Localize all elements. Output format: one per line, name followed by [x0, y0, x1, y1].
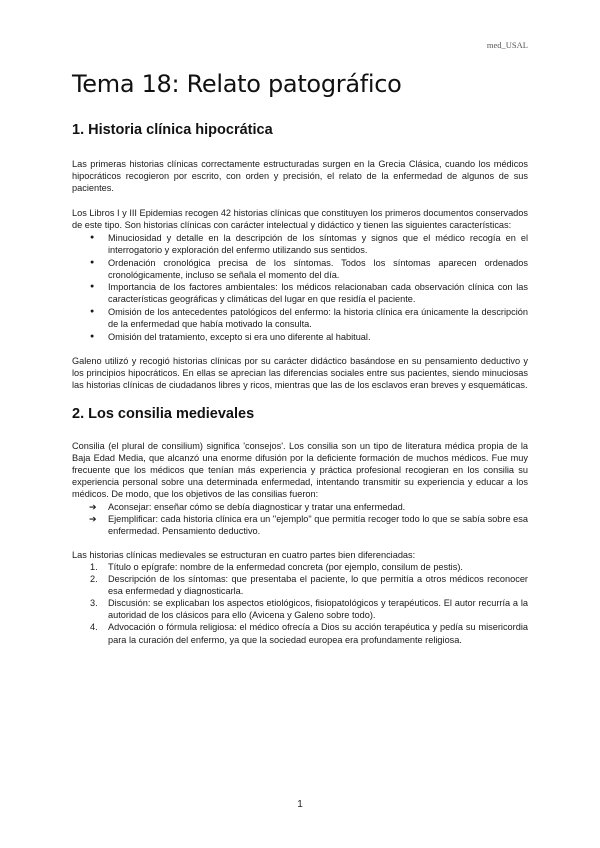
list-text: Título o epígrafe: nombre de la enfermedad concreta (por ejemplo, consilum de pestis). — [108, 561, 463, 572]
arrow-list — [72, 501, 528, 537]
list-text: Descripción de los síntomas: que presentaba el paciente, lo que permitía a otros médicos reconocer esa enfermedad y diagnosticarla. — [108, 574, 528, 597]
page-number: 1 — [297, 799, 303, 810]
list-item: ● Omisión del tratamiento, excepto si era uno diferente al habitual. — [108, 331, 528, 343]
list-item — [90, 561, 528, 573]
list-number: 4. — [90, 622, 98, 633]
list-item: ➔ Ejemplificar: cada historia clínica era un "ejemplo" que permitía recoger todo lo que se sabía sobre esa enfermedad. Pensamiento deductivo. — [108, 513, 528, 537]
section-heading-2: 2. Los consilia medievales — [72, 406, 255, 423]
paragraph: Las primeras historias clínicas correctamente estructuradas surgen en la Grecia Clásica, cuando los médicos hipocráticos recogieron por escrito, con orden y precisión, el relato de la enfermedad de algunos de sus pacientes. — [72, 159, 528, 194]
list-number: 2. — [90, 574, 98, 585]
list-item: ● Importancia de los factores ambientales: los médicos relacionaban cada observación clínica con las características geográficas y climáticas del lugar en que residía el paciente. — [108, 281, 528, 305]
list-item — [90, 621, 528, 645]
list-item: ● Ordenación cronológica precisa de los síntomas. Todos los síntomas aparecen ordenados cronológicamente, incluso se señala el momento del día. — [108, 257, 528, 281]
page-title: Tema 18: Relato patográfico — [72, 70, 402, 98]
numbered-list — [72, 561, 528, 646]
list-text: Advocación o fórmula religiosa: el médico ofrecía a Dios su acción terapéutica y pedía su misericordia para la curación del enfermo, ya que la sociedad europea era profundamente religiosa. — [108, 622, 528, 645]
header-tag: med_USAL — [486, 40, 528, 50]
list-item — [90, 597, 528, 621]
bullet-list — [72, 232, 528, 343]
list-item: ➔ Aconsejar: enseñar cómo se debía diagnosticar y tratar una enfermedad. — [108, 501, 528, 513]
paragraph: Las historias clínicas medievales se estructuran en cuatro partes bien diferenciadas: — [72, 549, 416, 560]
list-item: ● Omisión de los antecedentes patológicos del enfermo: la historia clínica era únicamente la descripción de la enfermedad que había motivado la consulta. — [108, 306, 528, 330]
list-number: 3. — [90, 598, 98, 609]
list-text: Discusión: se explicaban los aspectos etiológicos, fisiopatológicos y terapéuticos. El autor recurría a la autoridad de los clásicos para ello (Avicena y Galeno sobre todo). — [108, 598, 528, 621]
list-number: 1. — [90, 561, 98, 572]
document-body — [72, 64, 528, 646]
paragraph: Galeno utilizó y recogió historias clínicas por su carácter didáctico basándose en su pensamiento deductivo y los principios hipocráticos. En ellas se aprecian las diferencias sociales entre sus pacientes, siendo minuciosas las historias clínicas de ciudadanos libres y ricos, mientras que las de los esclavos eran breves y esquemáticas. — [72, 355, 528, 390]
paragraph: Los Libros I y III Epidemias recogen 42 historias clínicas que constituyen los primeros documentos conservados de este tipo. Son historias clínicas con carácter intelectual y didáctico y tienen las siguientes características: — [72, 208, 528, 231]
paragraph: Consilia (el plural de consilium) significa 'consejos'. Los consilia son un tipo de literatura médica propia de la Baja Edad Media, que alcanzó una enorme difusión por la deficiente formación de muchos médicos. Fue muy frecuente que los médicos que tenían más experiencia y práctica profesional recogieran en los consilia su experiencia personal sobre una determinada enfermedad, intentando transmitir su experiencia y educar a los médicos. De modo, que los objetivos de las consilias fueron: — [72, 441, 528, 500]
list-item — [90, 573, 528, 597]
list-item: ● Minuciosidad y detalle en la descripción de los síntomas y signos que el médico recogía en el interrogatorio y exploración del enfermo utilizando sus sentidos. — [108, 232, 528, 256]
section-heading-1: 1. Historia clínica hipocrática — [72, 122, 273, 138]
